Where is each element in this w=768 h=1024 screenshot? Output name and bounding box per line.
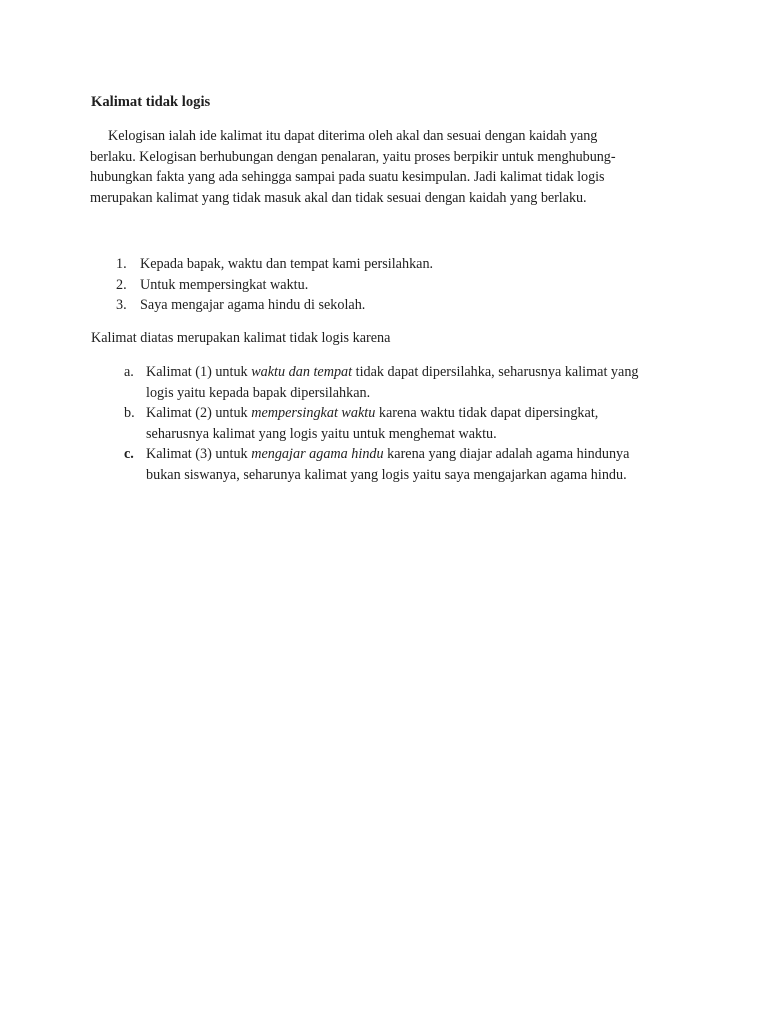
reason-line: bukan siswanya, seharunya kalimat yang logis yaitu saya mengajarkan agama hindu. bbox=[146, 466, 627, 483]
reason-letter: a. bbox=[124, 364, 134, 380]
intro-line: hubungkan fakta yang ada sehingga sampai pada suatu kesimpulan. Jadi kalimat tidak logis bbox=[90, 169, 605, 186]
reason-line: seharusnya kalimat yang logis yaitu untuk menghemat waktu. bbox=[146, 425, 497, 442]
reason-text-part: Kalimat (2) untuk bbox=[146, 405, 252, 421]
reason-text bbox=[146, 362, 686, 403]
reason-letter: c. bbox=[124, 446, 134, 462]
reason-emphasis: waktu dan tempat bbox=[251, 364, 353, 380]
intro-line: merupakan kalimat yang tidak masuk akal dan tidak sesuai dengan kaidah yang berlaku. bbox=[90, 189, 587, 206]
example-number: 1. bbox=[116, 256, 127, 272]
intro-paragraph bbox=[90, 126, 650, 208]
reason-letter: b. bbox=[124, 405, 135, 421]
reason-emphasis: mempersingkat waktu bbox=[251, 405, 376, 421]
example-text: Untuk mempersingkat waktu. bbox=[140, 276, 309, 293]
example-number: 2. bbox=[116, 276, 127, 293]
intro-line: Kelogisan ialah ide kalimat itu dapat diterima oleh akal dan sesuai dengan kaidah yang bbox=[108, 128, 598, 144]
reason-text bbox=[146, 444, 686, 485]
reason-line bbox=[146, 444, 686, 465]
document-heading: Kalimat tidak logis bbox=[91, 94, 211, 110]
reason-text-part: tidak dapat dipersilahka, seharusnya kalimat yang bbox=[352, 364, 639, 380]
reason-line bbox=[146, 403, 686, 424]
reason-text-part: karena yang diajar adalah agama hindunya bbox=[383, 446, 630, 462]
example-text: Kepada bapak, waktu dan tempat kami persilahkan. bbox=[140, 256, 434, 272]
reason-text-part: karena waktu tidak dapat dipersingkat, bbox=[375, 405, 599, 421]
example-text: Saya mengajar agama hindu di sekolah. bbox=[140, 297, 366, 314]
reason-text-part: Kalimat (1) untuk bbox=[146, 364, 252, 380]
reason-text-part: Kalimat (3) untuk bbox=[146, 446, 252, 462]
intro-line: berlaku. Kelogisan berhubungan dengan penalaran, yaitu proses berpikir untuk menghubung- bbox=[90, 148, 616, 165]
reason-text bbox=[146, 403, 686, 444]
reason-line bbox=[146, 362, 686, 383]
example-number: 3. bbox=[116, 297, 127, 314]
explanation-lead: Kalimat diatas merupakan kalimat tidak logis karena bbox=[91, 330, 391, 346]
reason-emphasis: mengajar agama hindu bbox=[251, 446, 384, 462]
reason-line: logis yaitu kepada bapak dipersilahkan. bbox=[146, 384, 371, 401]
